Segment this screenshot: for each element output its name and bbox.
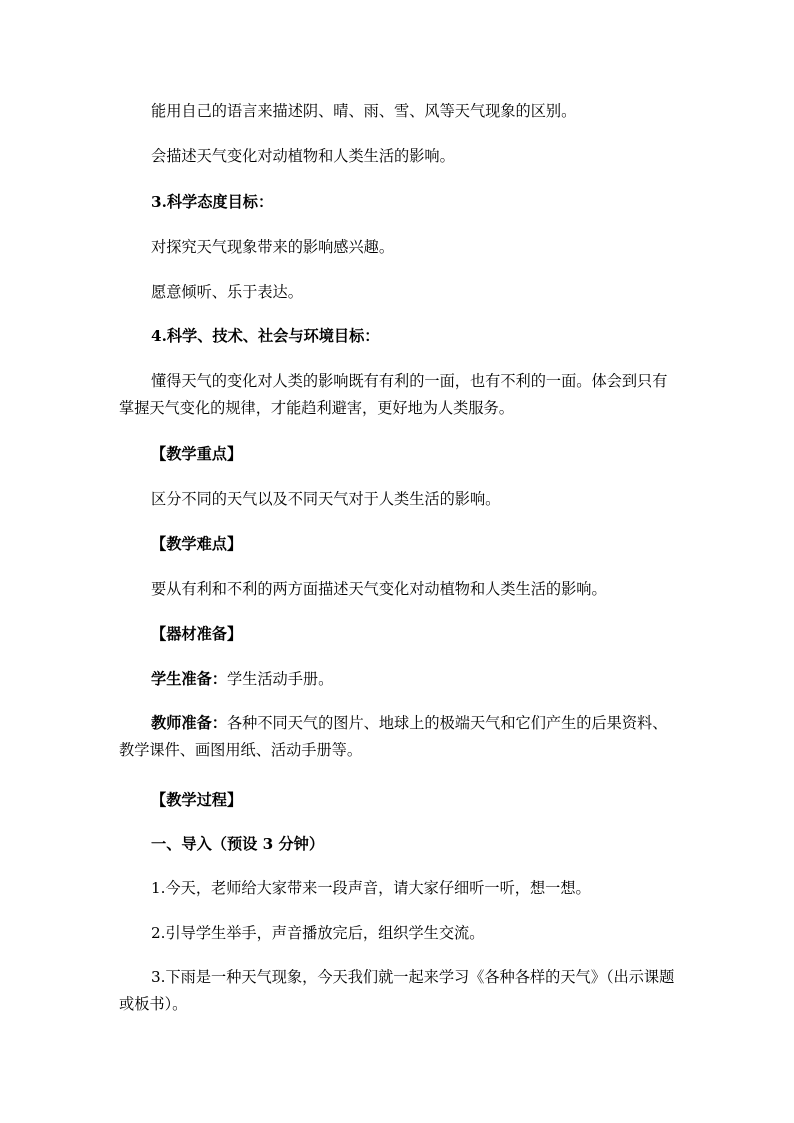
attitude-listen-express: 愿意倾听、乐于表达。 — [151, 283, 303, 301]
student-preparation-text: 学生活动手册。 — [226, 670, 334, 688]
teacher-preparation-text: 各种不同天气的图片、地球上的极端天气和它们产生的后果资料、教学课件、画图用纸、活动手册等。 — [119, 714, 668, 759]
objective-weather-impact: 会描述天气变化对动植物和人类生活的影响。 — [151, 147, 455, 165]
teacher-preparation-label: 教师准备： — [151, 714, 227, 732]
student-preparation-label: 学生准备： — [151, 670, 227, 688]
stse-paragraph: 懂得天气的变化对人类的影响既有有利的一面，也有不利的一面。体会到只有掌握天气变化的规律，才能趋利避害，更好地为人类服务。 — [119, 372, 668, 417]
heading-introduction: 一、导入（预设 3 分钟） — [151, 835, 325, 853]
teaching-difficulty-text: 要从有利和不利的两方面描述天气变化对动植物和人类生活的影响。 — [151, 580, 607, 598]
heading-teaching-process: 【教学过程】 — [151, 791, 243, 809]
teacher-preparation — [119, 710, 679, 764]
attitude-interest: 对探究天气现象带来的影响感兴趣。 — [151, 238, 394, 256]
heading-attitude-goals: 3.科学态度目标： — [151, 193, 274, 211]
heading-stse-goals: 4.科学、技术、社会与环境目标： — [151, 327, 380, 345]
objective-describe-weather: 能用自己的语言来描述阴、晴、雨、雪、风等天气现象的区别。 — [151, 102, 577, 120]
heading-teaching-difficulty: 【教学难点】 — [151, 535, 243, 553]
heading-equipment: 【器材准备】 — [151, 625, 243, 643]
heading-teaching-focus: 【教学重点】 — [151, 445, 243, 463]
step-1: 1.今天，老师给大家带来一段声音，请大家仔细听一听，想一想。 — [151, 879, 591, 897]
step-3: 3.下雨是一种天气现象，今天我们就一起来学习《各种各样的天气》（出示课题或板书）。 — [119, 968, 675, 1013]
step-2: 2.引导学生举手，声音播放完后，组织学生交流。 — [151, 924, 485, 942]
teaching-focus-text: 区分不同的天气以及不同天气对于人类生活的影响。 — [151, 490, 501, 508]
student-preparation — [151, 669, 333, 689]
